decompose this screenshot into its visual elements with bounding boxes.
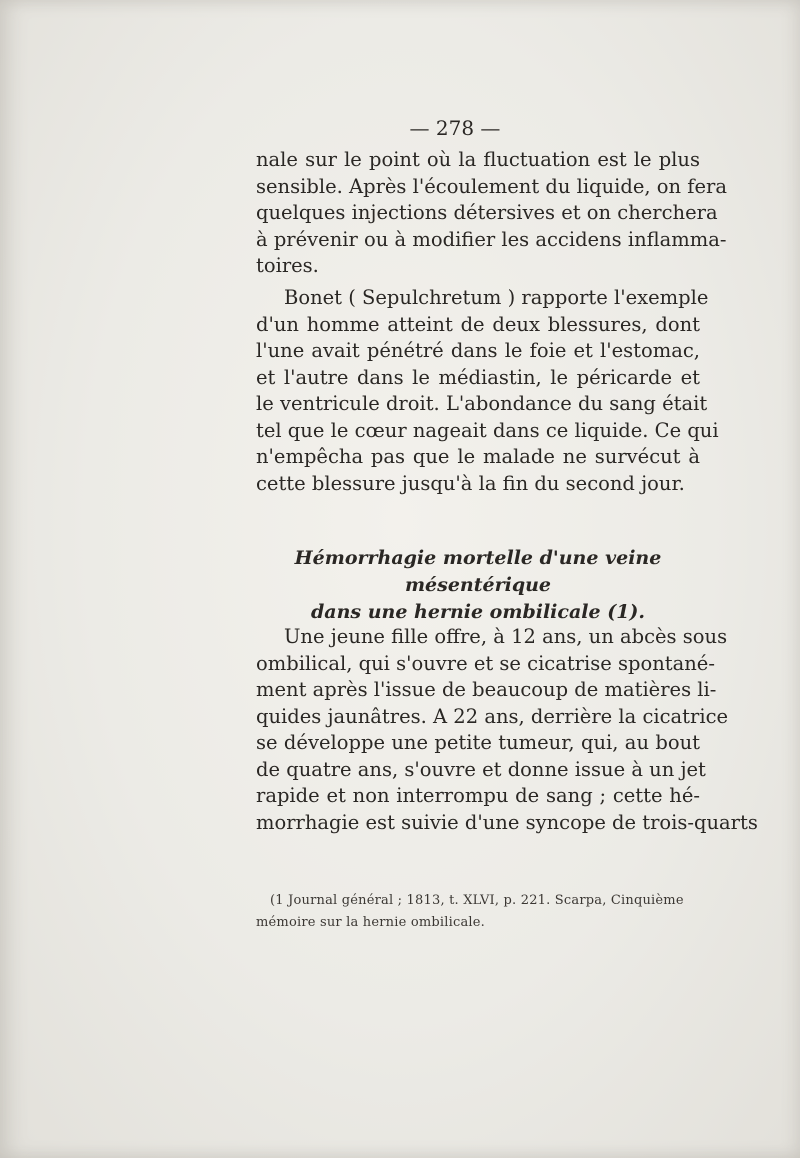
section-heading-line: dans une hernie ombilicale (1). (310, 601, 646, 623)
section-heading (256, 545, 700, 626)
text-line: n'empêcha pas que le malade ne survécut à (256, 445, 700, 468)
text-line: rapide et non interrompu de sang ; cette hé- (256, 784, 700, 807)
text-line: nale sur le point où la fluctuation est le plus (256, 148, 700, 171)
footnote-line: mémoire sur la hernie ombilicale. (256, 915, 486, 930)
paragraph-3 (256, 624, 758, 836)
paragraph-1 (256, 147, 728, 280)
text-line: à prévenir ou à modifier les accidens inflamma- (256, 227, 727, 251)
text-line: se développe une petite tumeur, qui, au bout (256, 731, 700, 754)
text-line: de quatre ans, s'ouvre et donne issue à un jet (256, 757, 706, 781)
section-heading-line: Hémorrhagie mortelle d'une veine mésentérique (294, 547, 662, 596)
paragraph-2 (256, 285, 719, 497)
text-line: ombilical, qui s'ouvre et se cicatrise spontané- (256, 651, 715, 675)
text-line: quelques injections détersives et on cherchera (256, 201, 718, 224)
text-line: quides jaunâtres. A 22 ans, derrière la cicatrice (256, 704, 729, 728)
text-line: Bonet ( Sepulchretum ) rapporte l'exemple (284, 286, 709, 309)
text-line: Une jeune fille offre, à 12 ans, un abcès sous (284, 625, 728, 648)
text-line: cette blessure jusqu'à la fin du second jour. (256, 471, 685, 495)
text-line: le ventricule droit. L'abondance du sang était (256, 392, 708, 415)
page-number-header: — 278 — (409, 116, 501, 140)
text-line: d'un homme atteint de deux blessures, dont (256, 312, 700, 336)
footnote (256, 890, 700, 934)
text-line: toires. (256, 254, 319, 277)
text-line: tel que le cœur nageait dans ce liquide. Ce qui (256, 418, 719, 442)
text-line: l'une avait pénétré dans le foie et l'estomac, (256, 339, 700, 362)
text-line: morrhagie est suivie d'une syncope de trois-quarts (256, 810, 758, 834)
text-line: ment après l'issue de beaucoup de matières li- (256, 678, 717, 701)
text-line: et l'autre dans le médiastin, le péricarde et (256, 365, 700, 389)
text-line: sensible. Après l'écoulement du liquide, on fera (256, 174, 728, 198)
footnote-line: (1 Journal général ; 1813, t. XLVI, p. 221. Scarpa, Cinquième (270, 893, 684, 908)
